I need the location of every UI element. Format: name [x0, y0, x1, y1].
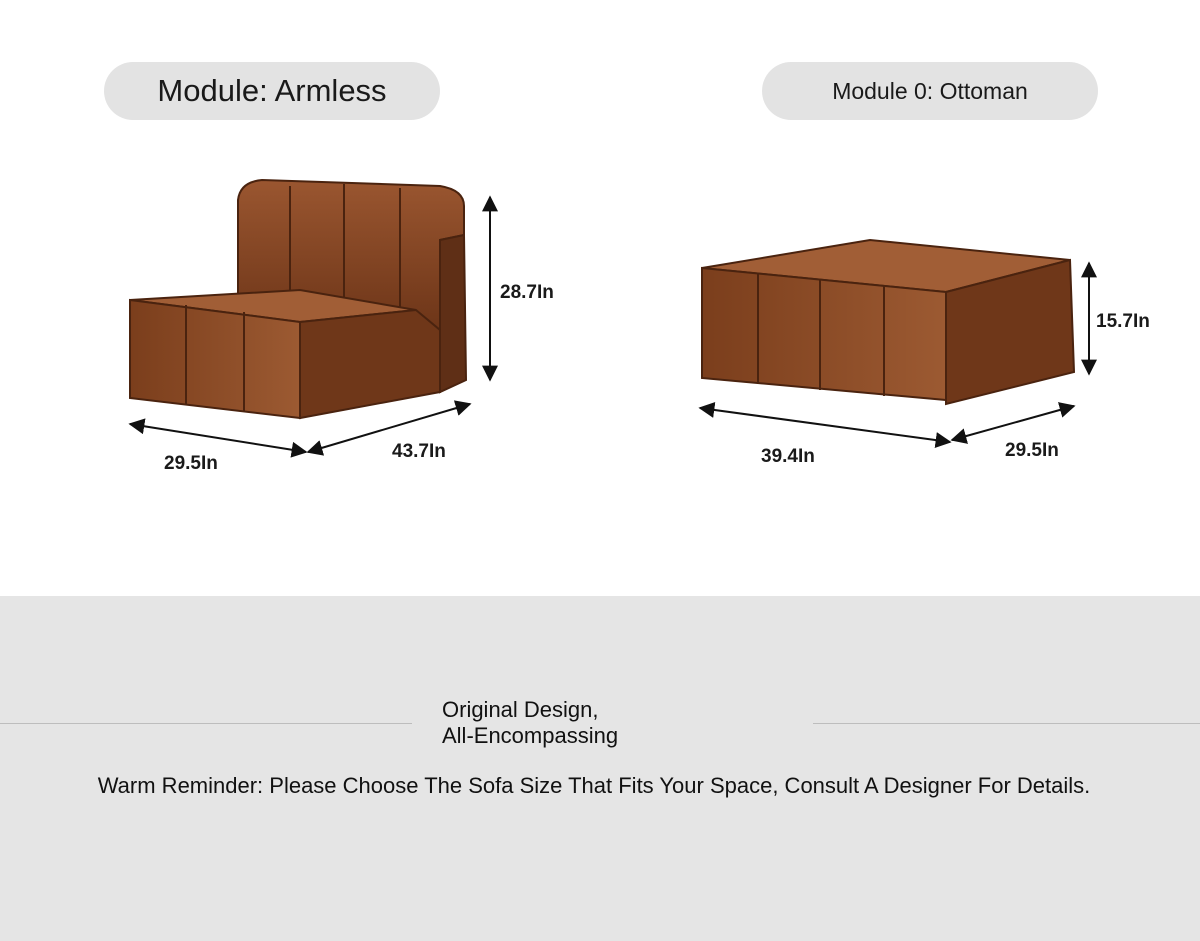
ottoman-width-arrow — [700, 408, 950, 442]
design-tagline-line1: Original Design, — [442, 697, 599, 722]
ottoman-depth-label: 29.5In — [1001, 438, 1063, 464]
ottoman-depth-arrow — [952, 406, 1074, 440]
ottoman-module-title: Module 0: Ottoman — [832, 77, 1028, 104]
armless-depth-label: 43.7In — [388, 439, 450, 465]
ottoman-illustration — [702, 240, 1074, 404]
armless-module-title: Module: Armless — [157, 73, 387, 108]
design-tagline-line2: All-Encompassing — [442, 723, 619, 748]
ottoman-height-label: 15.7In — [1092, 309, 1154, 335]
armless-chair-illustration — [130, 180, 466, 418]
design-tagline — [442, 697, 618, 749]
armless-width-label: 29.5In — [160, 451, 222, 477]
footer-banner — [0, 596, 1200, 941]
ottoman-width-label: 39.4In — [757, 444, 819, 470]
armless-height-label: 28.7In — [496, 280, 558, 306]
warm-reminder-text: Warm Reminder: Please Choose The Sofa Size That Fits Your Space, Consult A Designer For Details. — [97, 773, 1091, 798]
armless-width-arrow — [130, 424, 306, 452]
divider-right — [813, 723, 1200, 724]
divider-left — [0, 723, 412, 724]
